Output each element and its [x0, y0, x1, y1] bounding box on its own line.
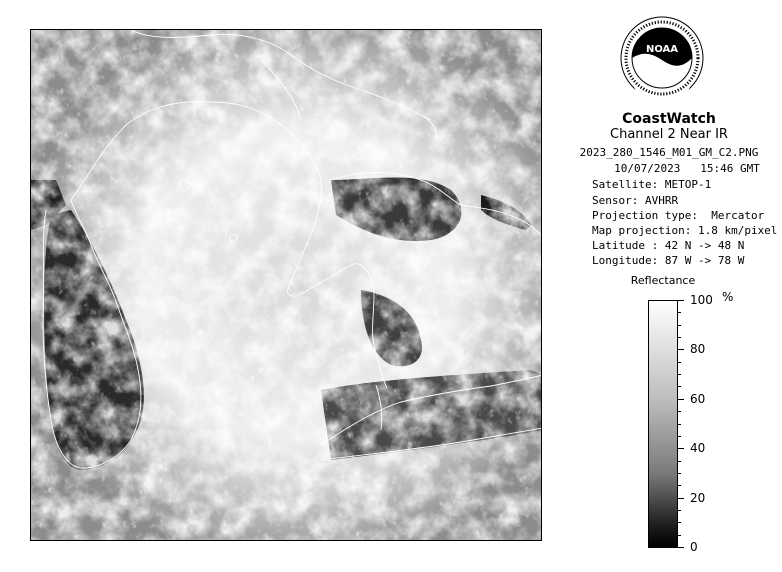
projection-type-text: Projection type: Mercator	[592, 209, 765, 222]
satellite-text: Satellite: METOP-1	[592, 178, 712, 191]
colorbar-unit: %	[722, 290, 734, 304]
colorbar-tick-label: 80	[690, 342, 706, 356]
colorbar-minor-tick	[678, 374, 681, 375]
colorbar-minor-tick	[678, 424, 681, 425]
colorbar-minor-tick	[678, 510, 681, 511]
colorbar-tick-label: 60	[690, 392, 706, 406]
coastwatch-title: CoastWatch	[622, 111, 716, 127]
time-text: 15:46 GMT	[700, 162, 760, 175]
satellite-map-svg	[31, 30, 542, 541]
colorbar-major-tick	[678, 547, 684, 548]
colorbar-minor-tick	[678, 362, 681, 363]
date-text: 10/07/2023	[614, 162, 681, 175]
sensor-text: Sensor: AVHRR	[592, 194, 679, 207]
reflectance-colorbar	[648, 300, 678, 548]
latitude-text: Latitude : 42 N -> 48 N	[592, 239, 745, 252]
colorbar-minor-tick	[678, 461, 681, 462]
colorbar-major-tick	[678, 349, 684, 350]
noaa-logo-text: NOAA	[645, 44, 679, 55]
cloud-streets-texture	[31, 30, 542, 541]
colorbar-minor-tick	[678, 535, 681, 536]
colorbar-minor-tick	[678, 522, 681, 523]
colorbar-tick-label: 20	[690, 491, 706, 505]
datetime	[592, 162, 782, 176]
colorbar-minor-tick	[678, 485, 681, 486]
colorbar-major-tick	[678, 448, 684, 449]
channel-label: Channel 2 Near IR	[610, 127, 728, 142]
satellite-image	[30, 29, 542, 541]
map-projection-text: Map projection: 1.8 km/pixel	[592, 224, 778, 237]
colorbar-minor-tick	[678, 337, 681, 338]
colorbar-major-tick	[678, 300, 684, 301]
colorbar-minor-tick	[678, 436, 681, 437]
colorbar-major-tick	[678, 399, 684, 400]
longitude-text: Longitude: 87 W -> 78 W	[592, 254, 745, 267]
colorbar-tick-label: 100	[690, 293, 713, 307]
colorbar-minor-tick	[678, 386, 681, 387]
filename: 2023_280_1546_M01_GM_C2.PNG	[579, 146, 759, 159]
colorbar-tick-label: 0	[690, 540, 698, 554]
colorbar-minor-tick	[678, 325, 681, 326]
colorbar-minor-tick	[678, 473, 681, 474]
colorbar-major-tick	[678, 498, 684, 499]
colorbar-minor-tick	[678, 312, 681, 313]
colorbar-tick-label: 40	[690, 441, 706, 455]
colorbar-label: Reflectance	[630, 274, 696, 287]
colorbar-minor-tick	[678, 411, 681, 412]
